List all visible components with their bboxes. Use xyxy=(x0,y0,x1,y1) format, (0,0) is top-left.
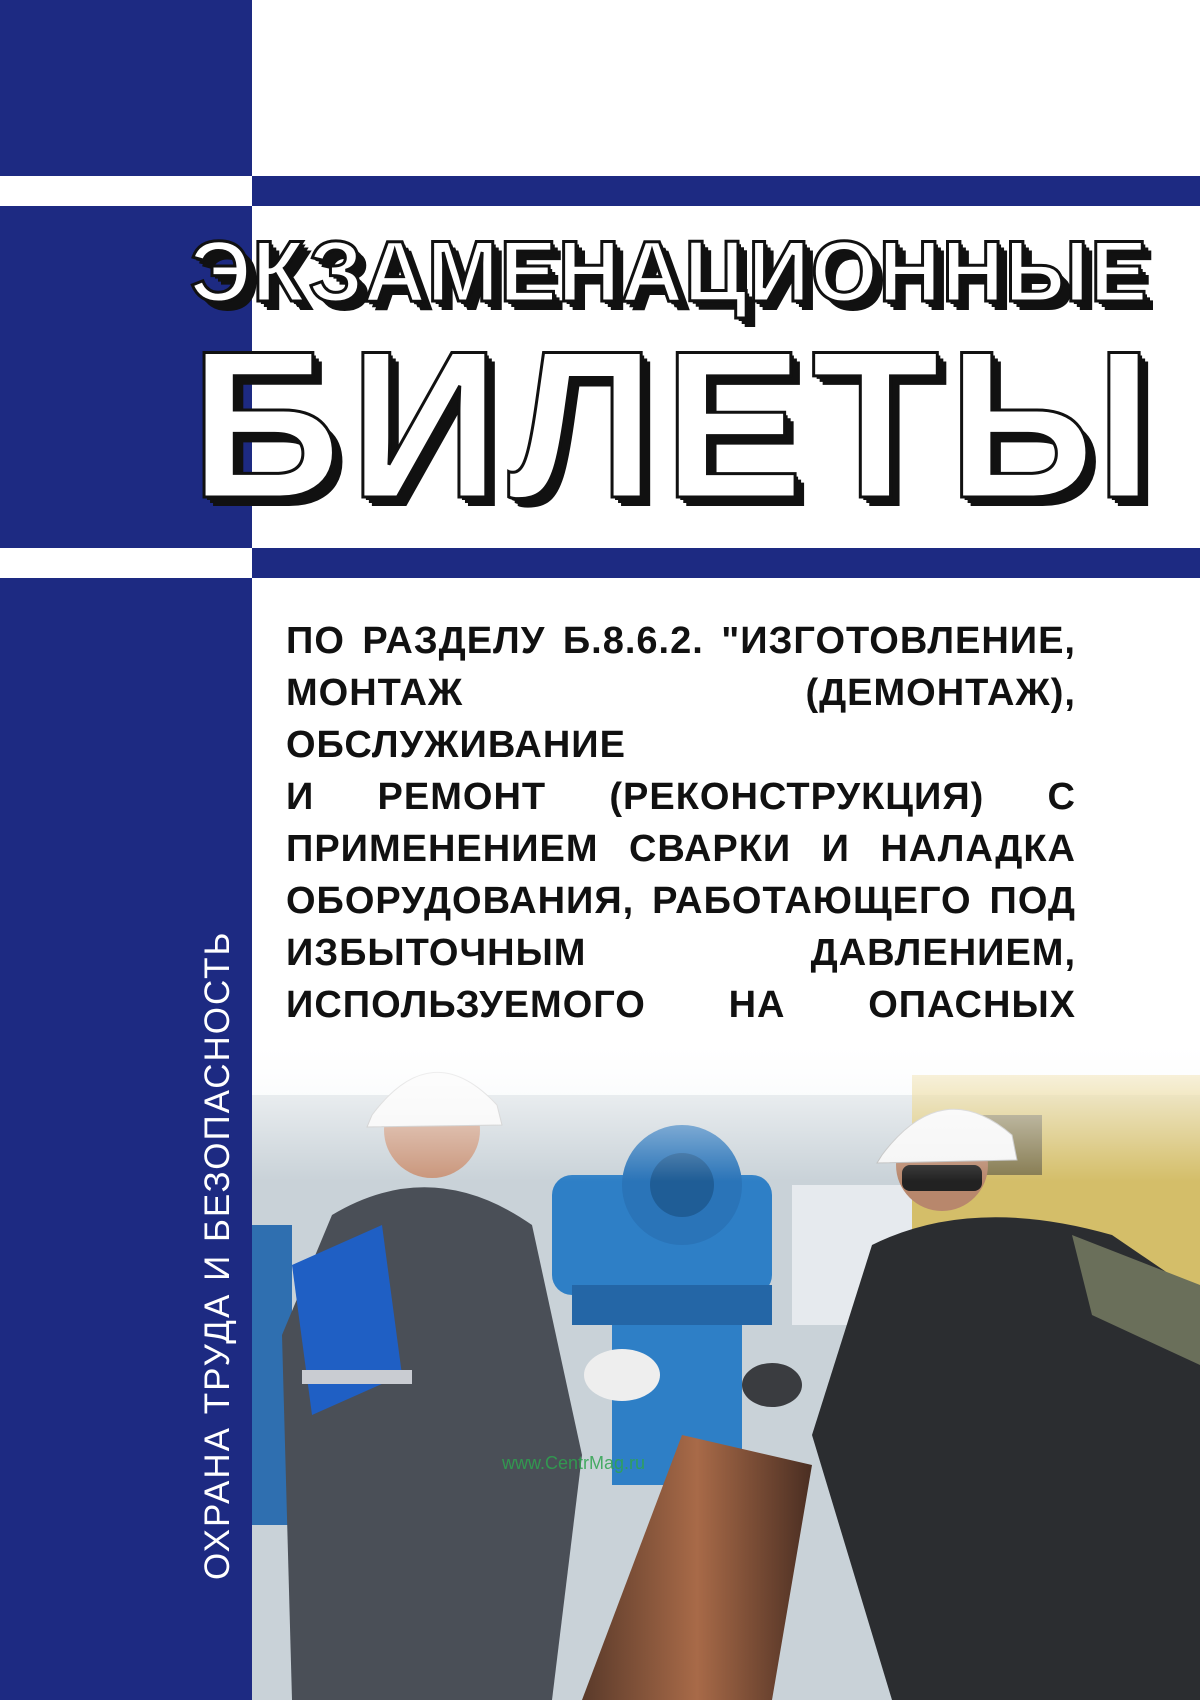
subtitle-line: ИСПОЛЬЗУЕМОГО НА ОПАСНЫХ xyxy=(286,984,1076,1026)
watermark: www.CentrMag.ru xyxy=(502,1453,646,1473)
blue-stripe-middle xyxy=(252,548,1200,578)
subtitle-line: МОНТАЖ (ДЕМОНТАЖ), ОБСЛУЖИВАНИЕ xyxy=(286,672,1076,766)
subtitle-line: ПРИМЕНЕНИЕМ СВАРКИ И НАЛАДКА xyxy=(286,828,1076,870)
blue-block-top-left xyxy=(0,0,252,176)
subtitle-line: ПО РАЗДЕЛУ Б.8.6.2. "ИЗГОТОВЛЕНИЕ, xyxy=(286,620,1076,662)
subtitle-line: ОБОРУДОВАНИЯ, РАБОТАЮЩЕГО ПОД xyxy=(286,880,1076,922)
title-line-1: ЭКЗАМЕНАЦИОННЫЕ xyxy=(190,224,1149,320)
cover-photo xyxy=(252,1035,1200,1700)
title-line-2: БИЛЕТЫ xyxy=(190,307,1162,542)
workers-illustration xyxy=(252,1035,1200,1700)
series-label: ОХРАНА ТРУДА И БЕЗОПАСНОСТЬ xyxy=(198,930,237,1580)
subtitle xyxy=(286,615,1076,1083)
subtitle-line: ИЗБЫТОЧНЫМ ДАВЛЕНИЕМ, xyxy=(286,932,1076,974)
blue-stripe-top xyxy=(252,176,1200,206)
subtitle-line: И РЕМОНТ (РЕКОНСТРУКЦИЯ) С xyxy=(286,776,1076,818)
